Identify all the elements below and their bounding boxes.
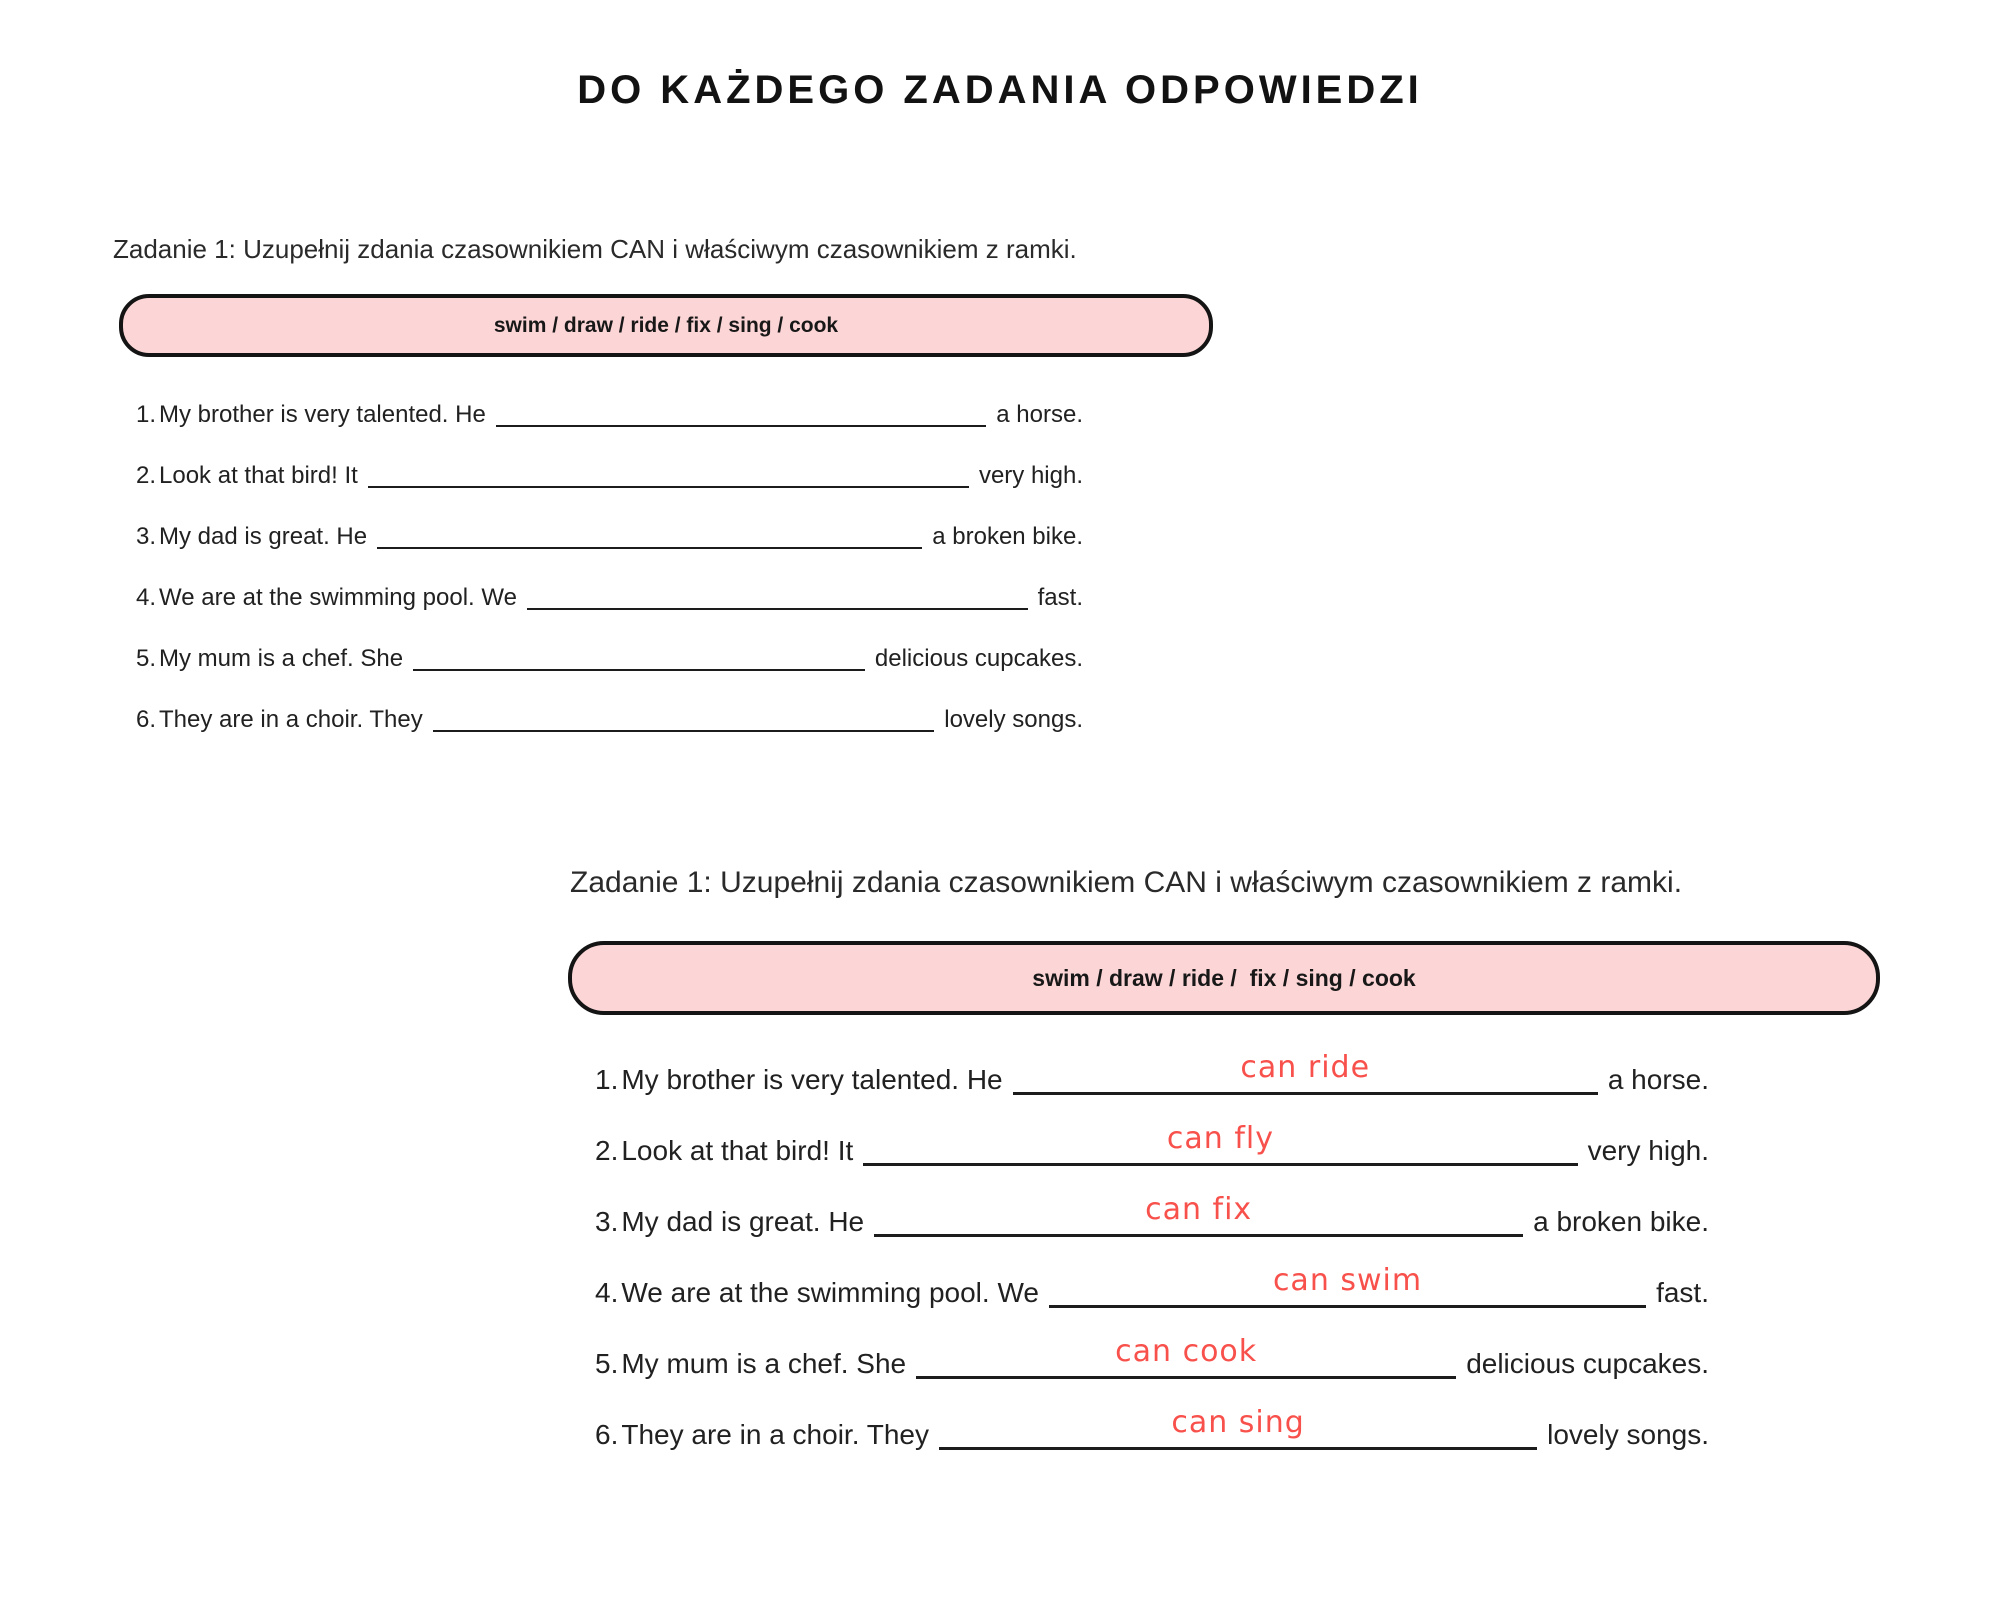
sentence-text-after: fast. — [1656, 1277, 1709, 1308]
handwritten-answer: can fly — [1166, 1120, 1274, 1156]
sentence-number: 5. — [595, 1348, 619, 1379]
sentence-row — [136, 455, 1083, 491]
handwritten-answer: can sing — [1171, 1404, 1305, 1440]
word-bank-words-answered: swim / draw / ride / fix / sing / cook — [1032, 964, 1416, 991]
sentence-text-after: lovely songs. — [1547, 1419, 1709, 1450]
answer-blank — [1013, 1049, 1598, 1095]
sentence-text-before: Look at that bird! It — [159, 462, 358, 489]
sentence-number: 4. — [136, 584, 157, 611]
sentence-text-after: a broken bike. — [1533, 1206, 1709, 1237]
sentence-row — [136, 699, 1083, 735]
handwritten-answer: can swim — [1272, 1262, 1423, 1298]
answer-blank — [496, 394, 986, 427]
sentence-text-before: My dad is great. He — [621, 1206, 865, 1237]
page-title: DO KAŻDEGO ZADANIA ODPOWIEDZI — [577, 68, 1423, 112]
sentence-row — [136, 516, 1083, 552]
sentence-text-after: a horse. — [1607, 1064, 1709, 1095]
task-heading-blank: Zadanie 1: Uzupełnij zdania czasownikiem CAN i właściwym czasownikiem z ramki. — [113, 234, 1077, 264]
sentence-text-before: We are at the swimming pool. We — [159, 584, 517, 611]
sentence-row — [595, 1191, 1709, 1239]
sentence-number: 6. — [595, 1419, 619, 1450]
answer-blank — [413, 638, 865, 671]
word-bank-words-blank: swim / draw / ride / fix / sing / cook — [493, 313, 839, 337]
answer-blank — [377, 516, 922, 549]
answer-blank — [863, 1120, 1577, 1166]
sentence-number: 5. — [136, 645, 157, 672]
sentence-row — [595, 1404, 1709, 1452]
sentence-row — [136, 394, 1083, 430]
sentence-row — [595, 1333, 1709, 1381]
sentence-text-before: My mum is a chef. She — [621, 1348, 907, 1379]
sentence-text-before: My brother is very talented. He — [159, 401, 486, 428]
sentence-text-before: My mum is a chef. She — [159, 645, 404, 672]
sentence-text-before: We are at the swimming pool. We — [621, 1277, 1039, 1308]
sentence-text-before: They are in a choir. They — [159, 706, 423, 733]
word-bank-box-answered — [568, 941, 1880, 1015]
sentence-number: 1. — [136, 401, 157, 428]
answer-blank — [874, 1191, 1523, 1237]
sentence-number: 1. — [595, 1064, 619, 1095]
answer-blank — [1049, 1262, 1646, 1308]
answer-blank — [368, 455, 969, 488]
sentence-list-answered — [595, 1049, 1709, 1483]
sentence-row — [136, 577, 1083, 613]
sentence-list-blank — [136, 394, 1083, 760]
answer-blank — [433, 699, 935, 732]
sentence-number: 2. — [136, 462, 157, 489]
answer-blank — [527, 577, 1028, 610]
sentence-text-before: Look at that bird! It — [621, 1135, 854, 1166]
handwritten-answer: can ride — [1240, 1049, 1371, 1085]
task-heading-answered: Zadanie 1: Uzupełnij zdania czasownikiem CAN i właściwym czasownikiem z ramki. — [570, 866, 1683, 899]
sentence-text-before: My dad is great. He — [159, 523, 368, 550]
sentence-text-before: They are in a choir. They — [621, 1419, 930, 1450]
sentence-number: 3. — [595, 1206, 619, 1237]
sentence-text-after: delicious cupcakes. — [1466, 1348, 1709, 1379]
sentence-number: 4. — [595, 1277, 619, 1308]
sentence-text-after: very high. — [978, 462, 1083, 489]
sentence-text-after: a broken bike. — [932, 523, 1083, 550]
sentence-row — [595, 1049, 1709, 1097]
handwritten-answer: can fix — [1145, 1191, 1253, 1227]
sentence-text-after: delicious cupcakes. — [874, 645, 1083, 672]
sentence-text-after: a horse. — [996, 401, 1083, 428]
sentence-number: 6. — [136, 706, 157, 733]
sentence-row — [595, 1262, 1709, 1310]
sentence-number: 3. — [136, 523, 157, 550]
word-bank-box-blank — [119, 294, 1213, 357]
answer-blank — [916, 1333, 1456, 1379]
sentence-text-before: My brother is very talented. He — [621, 1064, 1003, 1095]
sentence-text-after: fast. — [1037, 584, 1083, 611]
handwritten-answer: can cook — [1115, 1333, 1258, 1369]
sentence-row — [595, 1120, 1709, 1168]
sentence-number: 2. — [595, 1135, 619, 1166]
sentence-text-after: very high. — [1587, 1135, 1709, 1166]
sentence-text-after: lovely songs. — [944, 706, 1083, 733]
sentence-row — [136, 638, 1083, 674]
answer-blank — [939, 1404, 1537, 1450]
